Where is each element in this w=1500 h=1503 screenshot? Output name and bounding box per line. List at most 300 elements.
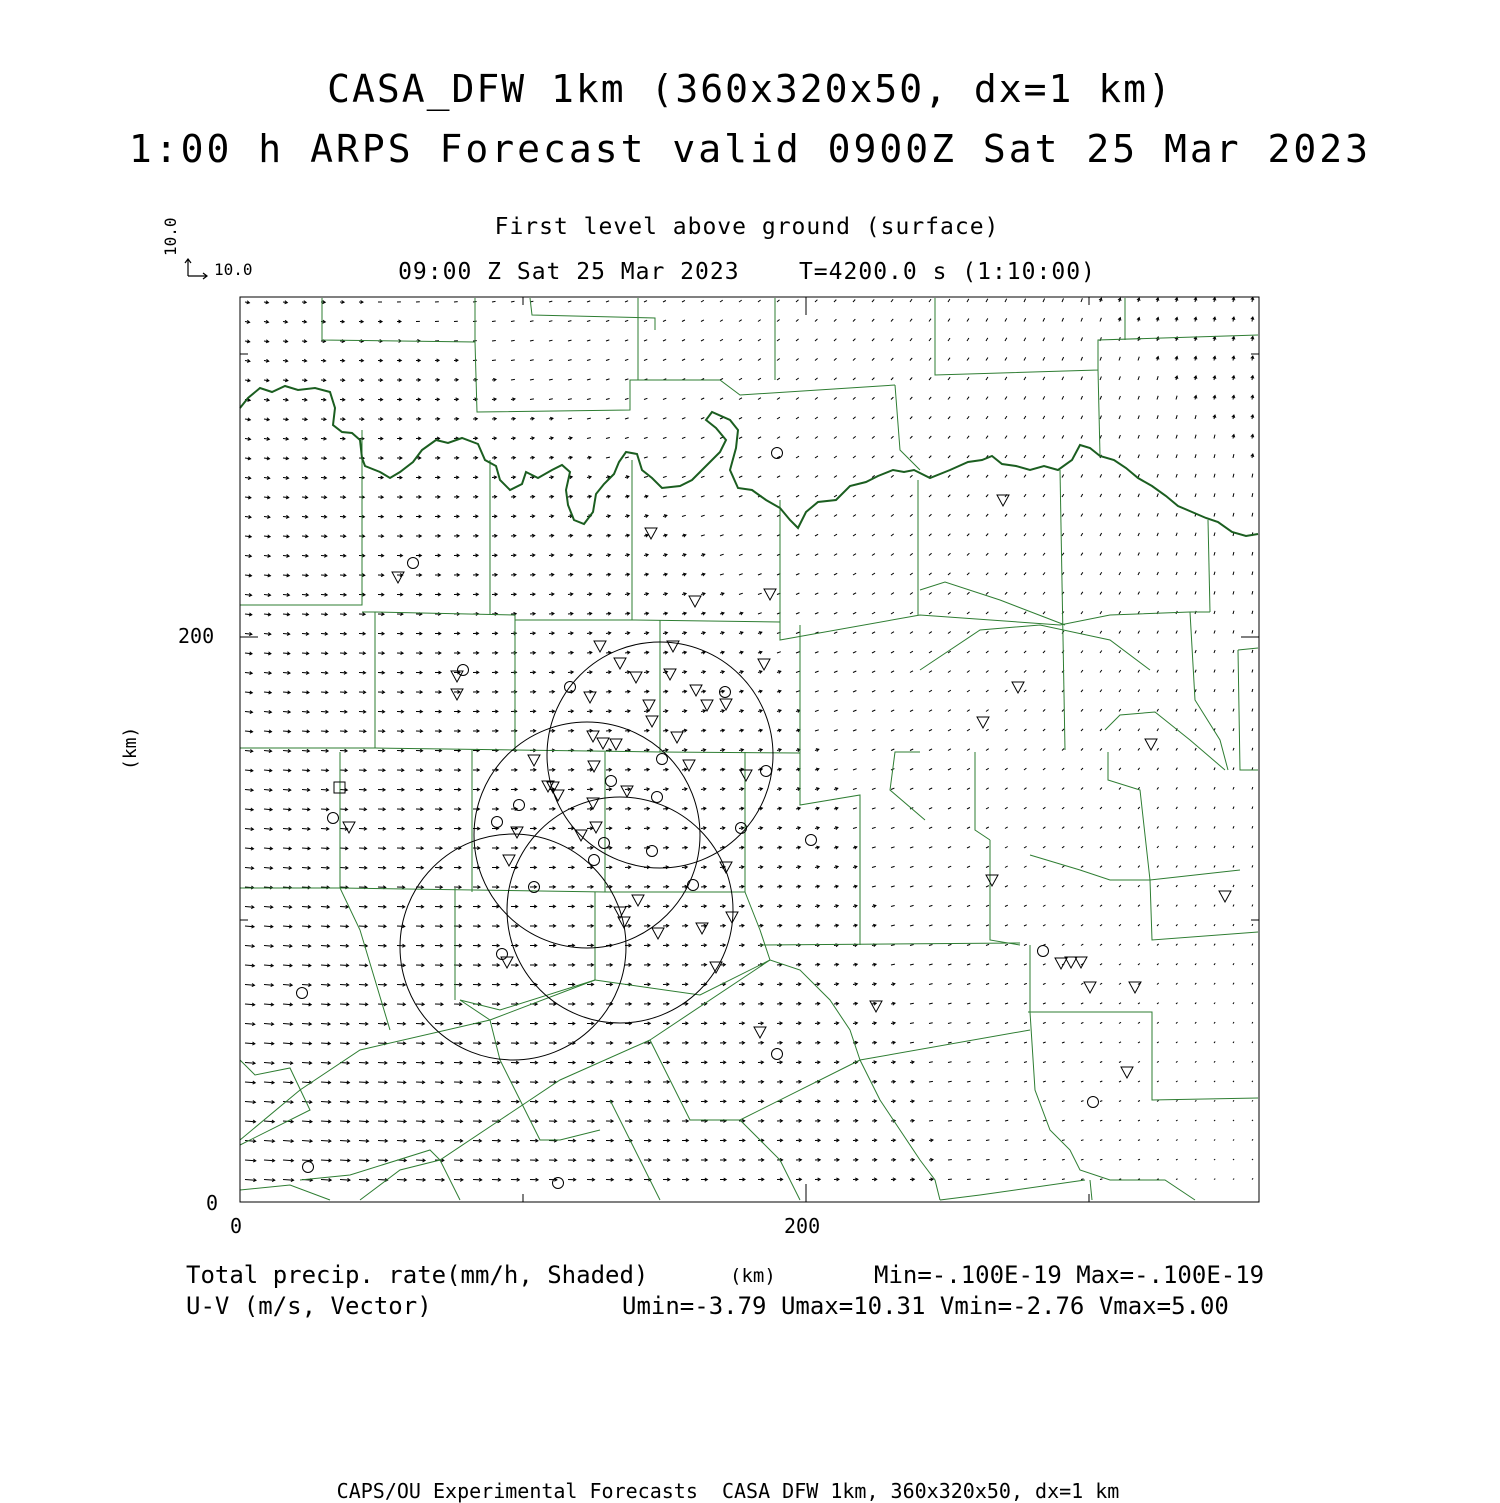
wind-vector xyxy=(986,1003,989,1004)
county-line xyxy=(1028,1012,1258,1100)
wind-vector xyxy=(1005,416,1007,419)
wind-vector xyxy=(644,418,648,419)
wind-vector xyxy=(929,495,931,497)
wind-vector xyxy=(1081,788,1083,790)
wind-vector xyxy=(1005,377,1007,380)
wind-vector xyxy=(1081,1062,1083,1063)
precip-minmax-label: Min=-.100E-19 Max=-.100E-19 xyxy=(874,1263,1264,1287)
wind-vector xyxy=(1214,807,1215,809)
wind-vector xyxy=(967,514,969,516)
wind-vector xyxy=(815,456,818,458)
wind-vector xyxy=(1100,748,1102,750)
wind-vector xyxy=(1081,846,1083,848)
wind-vector xyxy=(948,377,950,380)
wind-vector xyxy=(758,417,761,419)
wind-vector xyxy=(948,749,951,751)
wind-vector xyxy=(739,359,742,361)
wind-vector xyxy=(1100,611,1102,614)
wind-vector xyxy=(1081,455,1083,458)
wind-vector xyxy=(1214,493,1215,497)
wind-vector xyxy=(1252,630,1253,633)
wind-vector xyxy=(834,417,837,419)
wind-vector xyxy=(796,378,799,380)
wind-vector xyxy=(549,360,553,361)
wind-vector xyxy=(967,1160,971,1161)
wind-vector xyxy=(1024,1081,1027,1082)
wind-vector xyxy=(948,358,950,361)
wind-vector xyxy=(1005,1140,1008,1141)
wind-vector xyxy=(1100,670,1102,673)
wind-vector xyxy=(1119,1120,1121,1121)
wind-vector xyxy=(986,807,989,809)
station-triangle-marker xyxy=(754,1027,766,1038)
wind-vector xyxy=(1252,474,1253,478)
wind-vector xyxy=(1233,1022,1234,1024)
wind-vector xyxy=(1157,572,1158,575)
wind-vector xyxy=(910,847,913,848)
wind-vector xyxy=(1062,866,1064,868)
wind-vector xyxy=(872,690,875,692)
wind-vector xyxy=(682,418,685,419)
wind-vector xyxy=(1024,768,1026,770)
wind-vector xyxy=(872,436,875,438)
wind-vector xyxy=(1176,572,1177,575)
wind-vector xyxy=(910,749,913,751)
wind-vector xyxy=(929,1003,933,1004)
county-line xyxy=(340,752,745,892)
wind-vector xyxy=(853,495,856,497)
county-line xyxy=(240,1060,310,1145)
wind-vector xyxy=(1024,416,1026,419)
wind-vector xyxy=(625,437,629,438)
county-line xyxy=(1030,945,1195,1200)
wind-vector xyxy=(758,339,761,341)
wind-vector xyxy=(1176,1159,1178,1160)
wind-vector xyxy=(777,437,780,439)
wind-vector xyxy=(1062,1081,1065,1082)
wind-vector xyxy=(701,418,704,420)
wind-vector xyxy=(1138,670,1140,673)
wind-vector xyxy=(815,437,818,439)
wind-vector xyxy=(815,534,818,536)
wind-vector xyxy=(530,340,534,341)
wind-vector xyxy=(1081,514,1083,517)
wind-vector xyxy=(1138,1022,1140,1023)
wind-vector xyxy=(853,749,857,750)
wind-vector xyxy=(1176,963,1178,965)
county-line xyxy=(1060,470,1065,750)
wind-vector xyxy=(492,360,496,361)
wind-vector xyxy=(1252,1178,1253,1179)
wind-vector xyxy=(1043,768,1045,770)
wind-vector xyxy=(1157,552,1158,555)
wind-vector xyxy=(1043,416,1045,419)
wind-vector xyxy=(1176,513,1177,516)
wind-vector xyxy=(1062,514,1064,517)
wind-vector xyxy=(1024,1062,1027,1063)
wind-vector xyxy=(1100,1062,1102,1063)
wind-vector xyxy=(1005,729,1008,731)
wind-vector xyxy=(1119,592,1121,595)
wind-vector xyxy=(1024,338,1026,341)
wind-vector xyxy=(1252,670,1253,673)
wind-vector xyxy=(910,495,913,497)
wind-vector xyxy=(1005,514,1007,517)
wind-vector xyxy=(1157,1081,1159,1082)
wind-vector xyxy=(1024,1159,1027,1160)
wind-vector xyxy=(1176,1081,1178,1082)
wind-vector xyxy=(1100,435,1102,438)
wind-vector xyxy=(1081,611,1083,614)
station-triangle-marker xyxy=(451,689,463,700)
wind-vector xyxy=(1062,357,1064,360)
county-line xyxy=(650,960,860,1120)
wind-vector xyxy=(1176,787,1177,789)
wind-vector xyxy=(1043,592,1045,595)
wind-vector xyxy=(1081,827,1083,829)
wind-vector xyxy=(1024,592,1026,594)
wind-vector xyxy=(948,592,951,594)
wind-vector xyxy=(1157,944,1159,946)
wind-vector xyxy=(1157,748,1159,750)
wind-vector xyxy=(1081,1003,1083,1004)
wind-vector xyxy=(815,671,819,672)
wind-vector xyxy=(910,573,913,575)
wind-vector xyxy=(872,299,874,302)
wind-vector xyxy=(929,319,931,322)
wind-vector xyxy=(663,301,666,303)
wind-vector xyxy=(606,457,610,458)
wind-vector xyxy=(1005,397,1007,400)
wind-vector xyxy=(891,299,893,302)
wind-vector xyxy=(1119,827,1121,829)
wind-vector xyxy=(1119,768,1121,770)
wind-vector xyxy=(1252,650,1253,653)
wind-vector xyxy=(910,671,913,673)
wind-vector xyxy=(492,301,496,302)
wind-vector xyxy=(986,397,988,400)
wind-vector xyxy=(1100,983,1102,984)
wind-vector xyxy=(891,475,894,477)
wind-vector xyxy=(967,1101,971,1102)
wind-vector xyxy=(986,299,988,302)
wind-vector xyxy=(739,320,742,322)
station-triangle-marker xyxy=(614,658,626,669)
wind-vector xyxy=(1157,1042,1159,1043)
wind-vector xyxy=(1081,651,1083,654)
wind-vector xyxy=(1100,1003,1102,1004)
wind-vector xyxy=(1081,318,1082,322)
wind-vector xyxy=(872,573,875,575)
wind-vector xyxy=(910,417,912,420)
wind-vector xyxy=(1005,905,1008,906)
wind-vector xyxy=(834,730,838,731)
wind-vector xyxy=(1005,1062,1008,1063)
wind-vector xyxy=(1233,1042,1234,1043)
wind-vector xyxy=(948,553,951,555)
wind-vector xyxy=(1062,905,1064,907)
wind-vector xyxy=(967,436,969,439)
wind-vector xyxy=(986,1140,989,1141)
wind-vector xyxy=(1043,455,1045,458)
y-axis-label: (km) xyxy=(122,727,140,770)
wind-vector xyxy=(606,301,609,302)
wind-vector xyxy=(1119,631,1121,634)
wind-vector xyxy=(929,749,932,751)
wind-vector xyxy=(853,593,856,595)
wind-vector xyxy=(1119,1159,1121,1160)
wind-vector xyxy=(1233,454,1234,458)
wind-vector xyxy=(1176,1140,1178,1141)
red-river-state-border xyxy=(240,386,1258,536)
wind-vector xyxy=(1214,591,1215,594)
wind-vector xyxy=(986,1081,989,1082)
wind-vector xyxy=(625,398,629,399)
wind-vector xyxy=(986,318,988,321)
wind-uv-range-label: Umin=-3.79 Umax=10.31 Vmin=-2.76 Vmax=5.00 xyxy=(622,1294,1229,1318)
station-triangle-marker xyxy=(646,716,658,727)
wind-vector xyxy=(1195,924,1196,926)
wind-vector xyxy=(834,319,836,321)
wind-vector xyxy=(625,320,628,321)
wind-vector xyxy=(587,301,590,302)
wind-vector xyxy=(1252,1022,1253,1024)
wind-vector xyxy=(986,788,989,790)
wind-vector xyxy=(1043,1081,1046,1082)
wind-vector xyxy=(1138,905,1140,907)
wind-vector xyxy=(1252,1120,1253,1121)
wind-vector xyxy=(1119,494,1121,497)
wind-vector xyxy=(1138,924,1140,926)
wind-vector xyxy=(1119,1003,1121,1004)
wind-vector xyxy=(1005,886,1008,887)
wind-vector xyxy=(1100,631,1102,634)
wind-vector xyxy=(815,710,819,711)
wind-vector xyxy=(644,437,648,438)
wind-vector xyxy=(1005,944,1008,945)
wind-vector xyxy=(1252,787,1253,790)
wind-vector xyxy=(568,418,572,419)
wind-vector xyxy=(1100,905,1102,907)
wind-vector xyxy=(796,593,799,595)
wind-vector xyxy=(568,321,571,322)
wind-vector xyxy=(1138,435,1139,439)
wind-vector xyxy=(815,573,818,575)
wind-vector xyxy=(1157,435,1158,439)
wind-vector xyxy=(872,749,875,750)
wind-vector xyxy=(891,749,894,751)
wind-vector xyxy=(1138,1140,1140,1141)
wind-vector xyxy=(948,299,950,302)
wind-vector xyxy=(910,984,914,985)
wind-vector xyxy=(1100,553,1102,556)
wind-vector xyxy=(1157,729,1159,732)
wind-vector xyxy=(1214,611,1215,614)
wind-vector xyxy=(986,749,989,751)
wind-vector xyxy=(1081,1140,1084,1141)
wind-vector xyxy=(1081,748,1083,750)
wind-vector xyxy=(739,593,743,594)
wind-vector xyxy=(1081,357,1083,361)
wind-vector xyxy=(1100,651,1102,654)
wind-vector xyxy=(758,535,761,537)
wind-vector xyxy=(511,301,515,302)
county-line xyxy=(1030,855,1240,880)
wind-vector xyxy=(1024,1120,1027,1121)
wind-vector xyxy=(1005,357,1007,360)
wind-vector xyxy=(701,398,704,400)
wind-vector xyxy=(1043,964,1046,965)
wind-vector xyxy=(758,300,761,302)
wind-vector xyxy=(967,651,970,653)
wind-vector xyxy=(739,300,742,302)
wind-vector xyxy=(1214,865,1215,867)
wind-vector xyxy=(1005,827,1008,829)
wind-vector xyxy=(701,476,705,477)
wind-vector xyxy=(1081,533,1083,536)
wind-vector xyxy=(1176,552,1177,555)
wind-vector xyxy=(1043,357,1045,360)
wind-vector xyxy=(834,632,837,634)
wind-vector xyxy=(1081,474,1083,477)
wind-vector xyxy=(872,651,875,653)
wind-vector xyxy=(910,553,913,555)
wind-vector xyxy=(1062,1101,1065,1102)
wind-vector xyxy=(587,438,591,439)
wind-vector xyxy=(1062,1062,1065,1063)
wind-vector xyxy=(967,475,969,478)
wind-vector xyxy=(967,808,970,810)
wind-vector xyxy=(1005,318,1007,321)
wind-vector xyxy=(1043,866,1046,868)
wind-vector xyxy=(891,827,895,828)
county-line xyxy=(1098,370,1100,455)
wind-vector xyxy=(1233,846,1234,848)
wind-vector xyxy=(910,397,912,400)
wind-vector xyxy=(834,671,838,673)
wind-vector xyxy=(1043,553,1045,556)
wind-vector xyxy=(1043,670,1045,672)
wind-vector xyxy=(1214,1022,1215,1023)
wind-vector xyxy=(1100,768,1102,770)
wind-vector xyxy=(701,339,704,341)
wind-vector xyxy=(1195,591,1196,594)
wind-vector xyxy=(967,495,969,498)
wind-vector xyxy=(967,847,970,848)
wind-vector xyxy=(815,593,818,595)
wind-vector xyxy=(1138,690,1140,693)
wind-vector xyxy=(1233,924,1234,926)
wind-vector xyxy=(834,358,837,360)
wind-vector xyxy=(1043,925,1046,926)
wind-vector xyxy=(682,340,685,342)
wind-vector xyxy=(910,788,913,789)
wind-vector xyxy=(758,515,761,517)
wind-vector xyxy=(834,593,837,595)
wind-vector xyxy=(1195,1022,1196,1023)
wind-vector xyxy=(1119,807,1121,809)
wind-vector xyxy=(1176,1003,1178,1004)
wind-vector xyxy=(967,768,970,770)
wind-vector xyxy=(1119,670,1121,673)
wind-vector xyxy=(872,710,875,712)
wind-vector xyxy=(1081,1159,1084,1160)
wind-vector xyxy=(834,397,837,399)
station-triangle-marker xyxy=(645,528,657,539)
wind-vector xyxy=(815,397,818,399)
wind-vector xyxy=(948,768,951,770)
wind-vector xyxy=(663,418,666,419)
wind-vector xyxy=(1024,612,1026,614)
wind-vector xyxy=(1252,944,1253,946)
wind-vector xyxy=(1100,1159,1102,1160)
wind-vector xyxy=(834,612,837,614)
wind-vector xyxy=(1005,710,1008,712)
wind-vector xyxy=(1024,788,1027,790)
wind-vector xyxy=(834,534,837,536)
wind-vector xyxy=(929,1023,933,1024)
wind-vector xyxy=(1233,1002,1234,1004)
wind-vector xyxy=(929,593,932,595)
wind-vector xyxy=(1119,983,1121,984)
wind-vector xyxy=(1100,572,1102,575)
wind-vector xyxy=(1233,1120,1234,1121)
wind-vector xyxy=(1252,1042,1253,1043)
wind-vector xyxy=(1233,1081,1234,1082)
footer-credit: CAPS/OU Experimental Forecasts CASA DFW 1km, 360x320x50, dx=1 km xyxy=(0,1481,1456,1501)
station-circle-marker xyxy=(606,776,617,787)
wind-vector xyxy=(1214,1179,1215,1180)
wind-vector xyxy=(948,1140,952,1141)
wind-vector xyxy=(929,808,932,809)
wind-vector xyxy=(986,573,988,575)
wind-vector xyxy=(720,496,724,497)
wind-vector xyxy=(1005,670,1007,672)
county-line xyxy=(1108,752,1150,880)
wind-vector xyxy=(1062,846,1064,848)
wind-vector xyxy=(1081,709,1083,711)
wind-vector xyxy=(682,398,685,399)
wind-vector xyxy=(1195,905,1196,907)
wind-vector xyxy=(1100,416,1102,419)
wind-vector xyxy=(1024,729,1026,731)
wind-vector xyxy=(948,827,951,828)
wind-vector xyxy=(1081,983,1083,984)
wind-vector xyxy=(929,827,932,828)
wind-vector xyxy=(796,417,799,419)
wind-vector xyxy=(929,788,932,790)
wind-vector xyxy=(1214,983,1215,985)
wind-vector xyxy=(663,340,666,341)
wind-vector xyxy=(948,964,951,965)
station-triangle-marker xyxy=(621,786,633,797)
station-circle-marker xyxy=(297,988,308,999)
wind-vector xyxy=(834,652,837,654)
wind-vector xyxy=(1138,357,1139,361)
wind-vector xyxy=(872,847,876,848)
wind-vector xyxy=(758,574,762,575)
wind-vector xyxy=(1062,1003,1065,1004)
wind-vector xyxy=(1157,396,1158,400)
wind-vector xyxy=(853,651,856,653)
wind-vector xyxy=(1100,964,1102,965)
wind-vector xyxy=(1138,768,1140,770)
wind-vector xyxy=(720,300,723,302)
wind-vector xyxy=(1100,533,1102,536)
wind-vector xyxy=(834,339,836,341)
wind-vector xyxy=(758,398,761,400)
wind-vector xyxy=(815,613,818,615)
